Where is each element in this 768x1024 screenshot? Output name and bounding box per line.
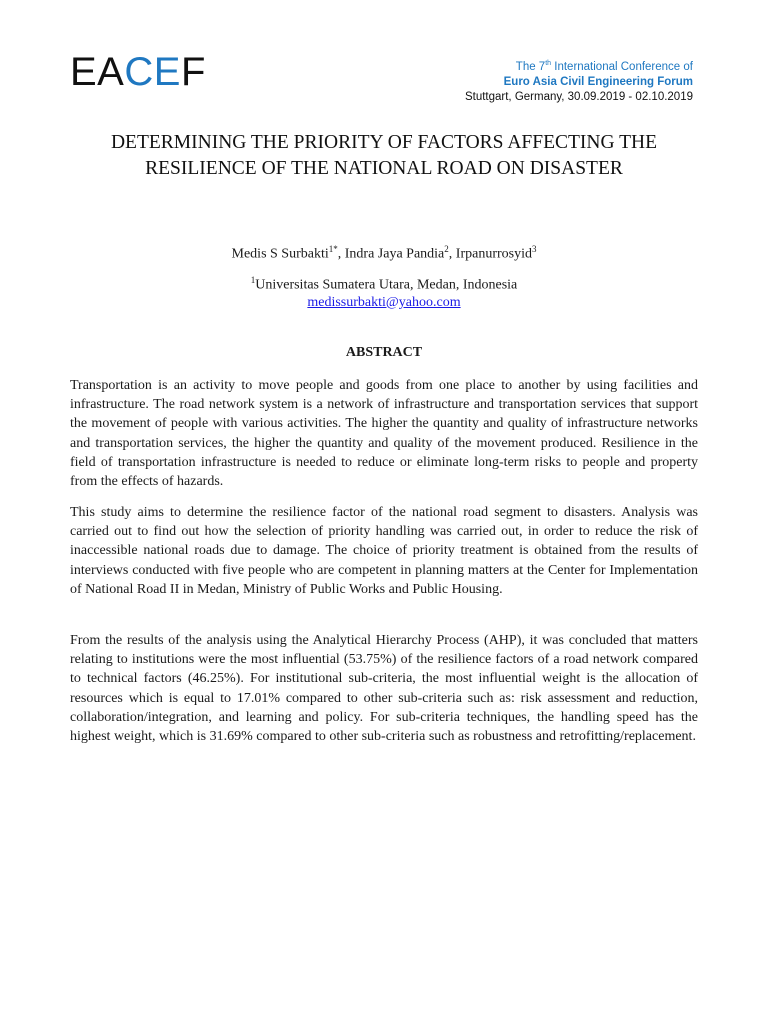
- title-line-2: RESILIENCE OF THE NATIONAL ROAD ON DISASTER: [145, 158, 623, 179]
- conference-name: Euro Asia Civil Engineering Forum: [503, 75, 693, 88]
- title-line-1: DETERMINING THE PRIORITY OF FACTORS AFFECTING THE: [110, 132, 658, 153]
- conference-location-date: Stuttgart, Germany, 30.09.2019 - 02.10.2019: [464, 90, 693, 103]
- conference-edition: The 7th International Conference of: [515, 60, 693, 73]
- author-list: Medis S Surbakti$^{1*}$, Indra Jaya Pandia$^2$, Irpanurrosyid$^3$: [231, 244, 537, 262]
- paper-title: [70, 130, 698, 182]
- conference-logo: [70, 52, 206, 92]
- affiliation-block: [70, 272, 698, 311]
- logo-text-ce: CE: [124, 50, 181, 94]
- logo-text-ea: EA: [70, 50, 125, 94]
- author-email-link[interactable]: medissurbakti@yahoo.com: [307, 294, 461, 310]
- abstract-paragraph-1: Transportation is an activity to move people and goods from one place to another by using facilities and infrastructure. The road network system is a network of infrastructure and transportation services that support the movement of people with various activities. The higher the quantity and quality of infrastructure networks and transportation services, the higher the quantity and quality of the movement produced. Resilience in the field of transportation infrastructure is needed to reduce or eliminate long-term risks to people and property from the effects of hazards.: [70, 378, 698, 490]
- abstract-paragraph-2: This study aims to determine the resilience factor of the national road segment to disasters. Analysis was carried out to find out how the selection of priority handling was carried out, in order to reduce the risk of inaccessible national roads due to damage. The choice of priority treatment is obtained from the results of interviews conducted with five people who are competent in planning matters at the Center for Implementation of National Road II in Medan, Ministry of Public Works and Public Housing.: [70, 505, 698, 597]
- abstract-paragraph-3: From the results of the analysis using the Analytical Hierarchy Process (AHP), it was concluded that matters relating to institutions were the most influential (53.75%) of the resilience factors of a road network compared to technical factors (46.25%). For institutional sub-criteria, the most influential weight is the allocation of resources which is equal to 17.01% compared to other sub-criteria such as: risk assessment and reduction, collaboration/integration, and learning and policy. For sub-criteria techniques, the handling speed has the highest weight, which is 31.69% compared to other sub-criteria such as robustness and retrofitting/replacement.: [70, 633, 698, 745]
- conference-info: [465, 56, 693, 105]
- affiliation: $^1$Universitas Sumatera Utara, Medan, Indonesia: [250, 275, 518, 293]
- abstract-heading: ABSTRACT: [345, 345, 423, 360]
- logo-text-f: F: [180, 50, 206, 94]
